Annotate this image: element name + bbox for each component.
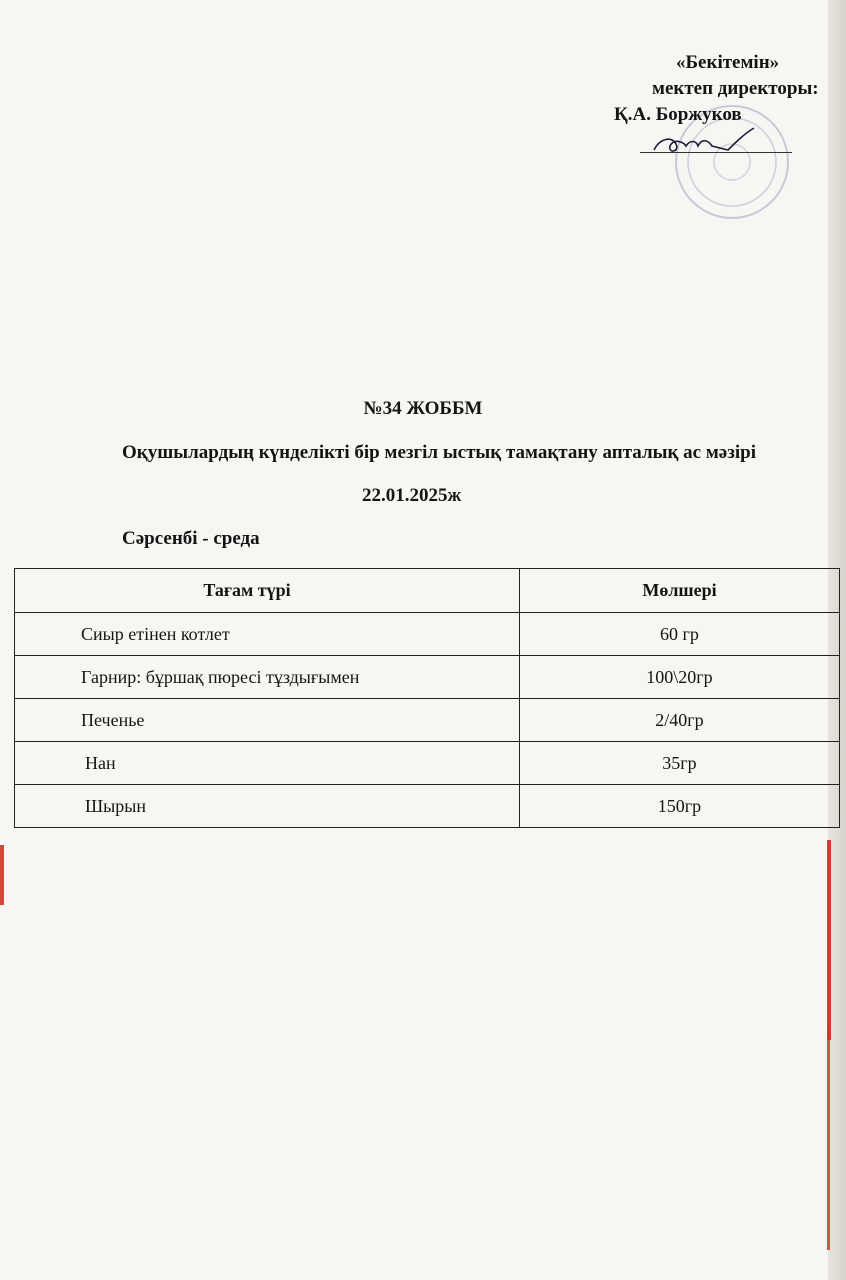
dish-name: Печенье: [15, 699, 520, 742]
menu-table: [14, 568, 840, 828]
table-row: [15, 613, 840, 656]
dish-amount: 100\20гр: [520, 656, 840, 699]
table-row: [15, 656, 840, 699]
dish-name: Нан: [15, 742, 520, 785]
dish-name: Шырын: [15, 785, 520, 828]
dish-amount: 35гр: [520, 742, 840, 785]
director-signature: [650, 124, 770, 160]
school-name: №34 ЖОББМ: [363, 398, 483, 419]
dish-name: Сиыр етінен котлет: [15, 613, 520, 656]
menu-date: 22.01.2025ж: [362, 485, 462, 506]
dish-amount: 60 гр: [520, 613, 840, 656]
header-amount: Мөлшері: [520, 569, 840, 613]
approval-name: Қ.А. Боржуков: [614, 104, 742, 125]
table-row: [15, 699, 840, 742]
header-dish-type: Тағам түрі: [15, 569, 520, 613]
approval-position: мектеп директоры:: [652, 78, 819, 99]
dish-name: Гарнир: бұршақ пюресі тұздығымен: [15, 656, 520, 699]
red-edge-strip-lower: [827, 1030, 830, 1250]
dish-amount: 2/40гр: [520, 699, 840, 742]
menu-title: Оқушылардың күнделікті бір мезгіл ыстық тамақтану апталық ас мәзірі: [122, 442, 756, 463]
table-row: [15, 742, 840, 785]
table-header-row: [15, 569, 840, 613]
approval-heading: «Бекітемін»: [676, 52, 780, 73]
dish-amount: 150гр: [520, 785, 840, 828]
red-left-mark: [0, 845, 4, 905]
red-edge-strip: [827, 840, 831, 1040]
signature-line: [640, 152, 792, 153]
day-label: Сәрсенбі - среда: [122, 528, 260, 549]
table-row: [15, 785, 840, 828]
